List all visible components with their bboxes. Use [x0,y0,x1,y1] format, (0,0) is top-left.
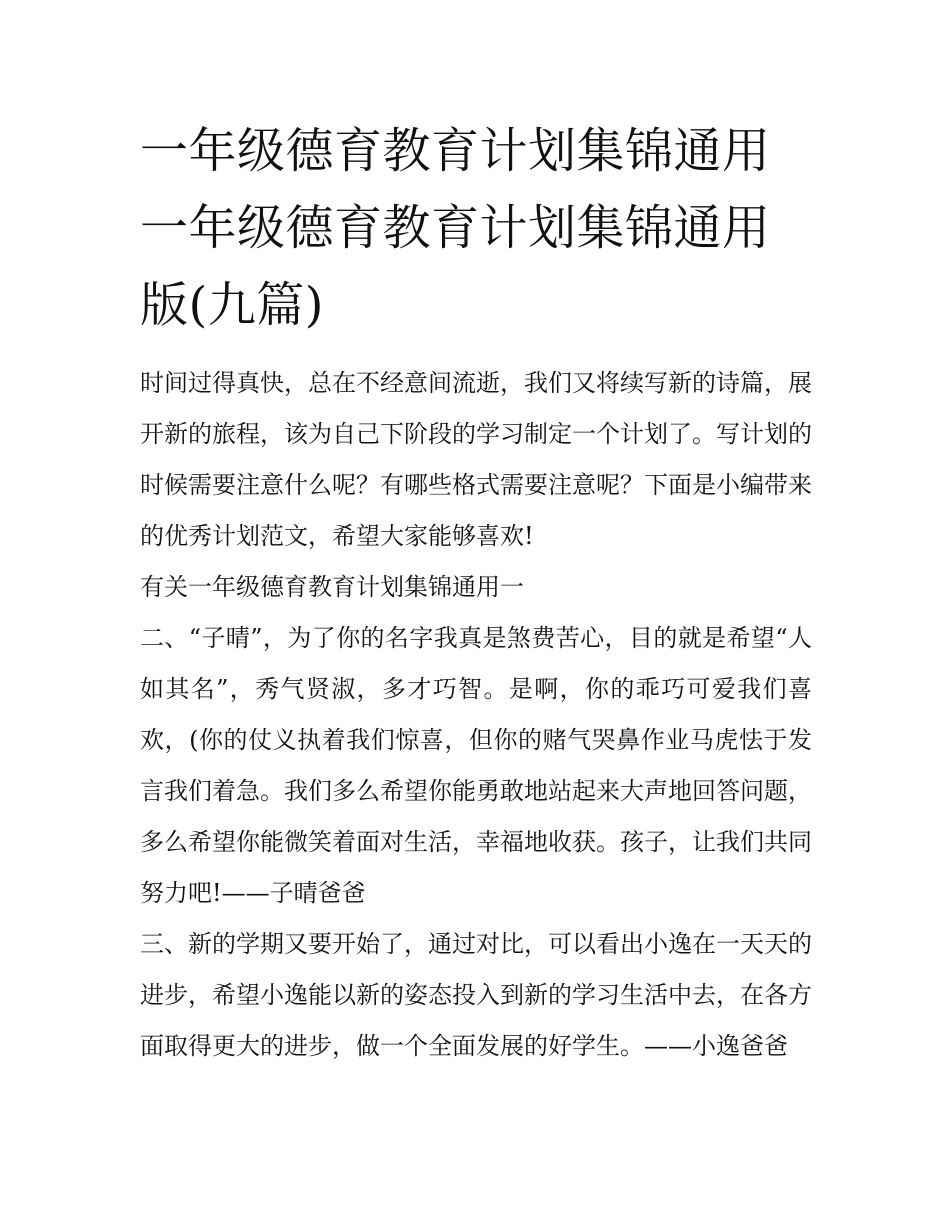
intro-paragraph: 时间过得真快，总在不经意间流逝，我们又将续写新的诗篇，展开新的旅程，该为自己下阶段的学习制定一个计划了。写计划的时候需要注意什么呢？有哪些格式需要注意呢？下面是小编带来的优秀计划范文，希望大家能够喜欢! [140,369,812,550]
body-paragraph-3: 三、新的学期又要开始了，通过对比，可以看出小逸在一天天的进步，希望小逸能以新的姿态投入到新的学习生活中去，在各方面取得更大的进步，做一个全面发展的好学生。——小逸爸爸 [140,930,812,1060]
document-title: 一年级德育教育计划集锦通用一年级德育教育计划集锦通用版(九篇) [140,123,771,333]
document-page [140,113,812,1072]
section-heading: 有关一年级德育教育计划集锦通用一 [140,573,524,601]
body-paragraph-2: 二、“子晴”，为了你的名字我真是煞费苦心，目的就是希望“人如其名”，秀气贤淑，多才巧智。是啊，你的乖巧可爱我们喜欢，(你的仗义执着我们惊喜，但你的赌气哭鼻作业马虎怯于发言我们着急。我们多么希望你能勇敢地站起来大声地回答问题，多么希望你能微笑着面对生活，幸福地收获。孩子，让我们共同努力吧!——子晴爸爸 [140,624,812,907]
